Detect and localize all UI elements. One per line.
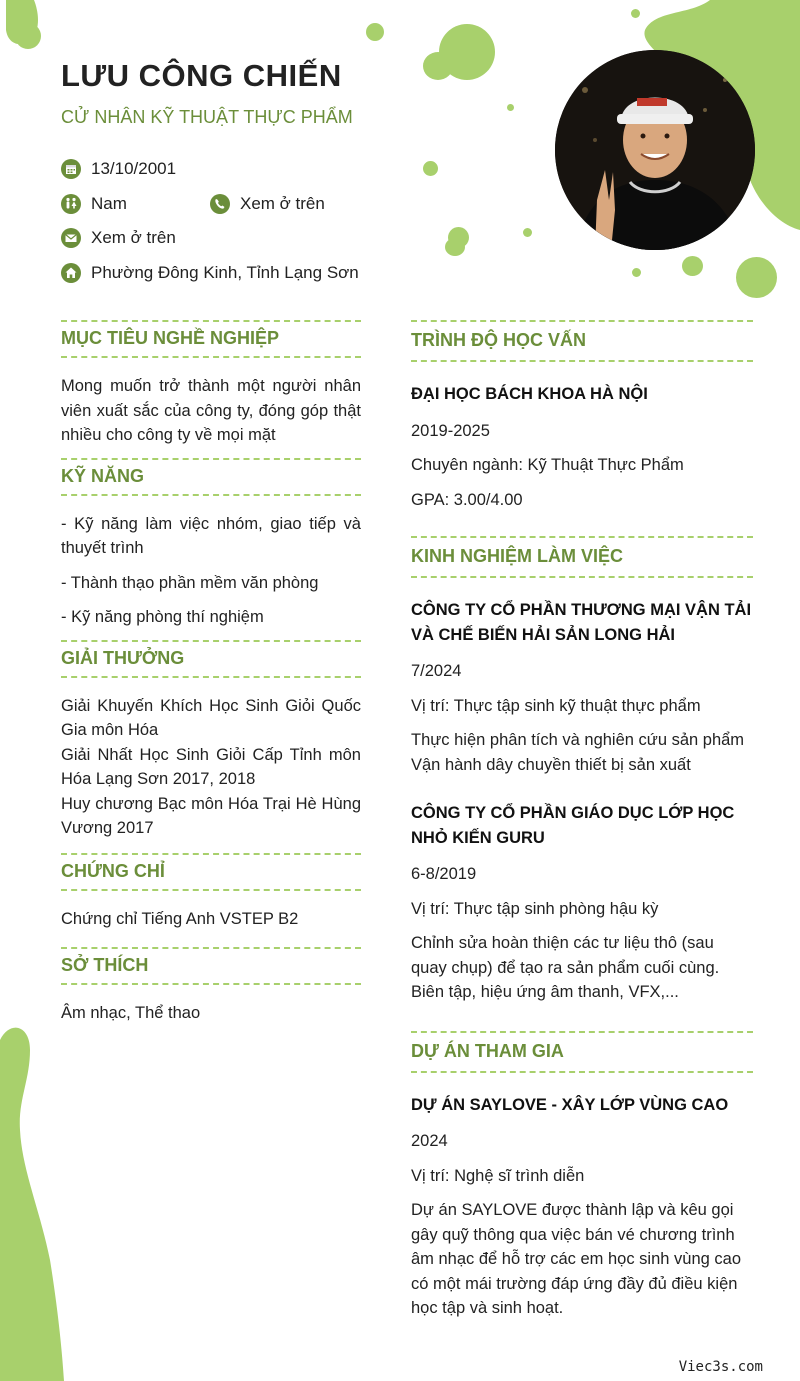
section-objective [61,320,361,448]
email-value: Xem ở trên [91,228,176,247]
job-position: Vị trí: Thực tập sinh phòng hậu kỳ [411,899,659,918]
project-name: DỰ ÁN SAYLOVE - XÂY LỚP VÙNG CAO [411,1095,729,1114]
section-experience [411,536,753,1005]
avatar [555,50,755,250]
project-position: Vị trí: Nghệ sĩ trình diễn [411,1166,585,1185]
section-heading: CHỨNG CHỈ [61,853,361,891]
left-column [61,320,361,1036]
candidate-title: CỬ NHÂN KỸ THUẬT THỰC PHẨM [61,107,353,127]
school-name: ĐẠI HỌC BÁCH KHOA HÀ NỘI [411,385,648,403]
section-skills [61,458,361,630]
decor-dot [736,257,777,298]
section-certificates [61,853,361,932]
section-education [411,320,753,512]
education-gpa: GPA: 3.00/4.00 [411,490,523,509]
section-heading: SỞ THÍCH [61,947,361,985]
award-item: Huy chương Bạc môn Hóa Trại Hè Hùng Vương 2017 [61,794,361,837]
decor-dot [423,52,453,80]
gender-icon [61,194,81,214]
decor-dot [631,9,640,18]
job-desc: Thực hiện phân tích và nghiên cứu sản phẩm [411,731,745,749]
decor-dot [507,104,514,111]
section-heading: KỸ NĂNG [61,458,361,496]
skill-item: - Thành thạo phần mềm văn phòng [61,573,319,592]
home-icon [61,263,81,283]
job-time: 6-8/2019 [411,865,477,883]
birthday-value: 13/10/2001 [91,159,177,178]
right-column [411,320,753,1321]
job-time: 7/2024 [411,662,462,680]
decor-top-left-blob [0,0,60,60]
contact-gender [61,194,127,214]
section-awards [61,640,361,841]
project-desc: Dự án SAYLOVE được thành lập và kêu gọi gây quỹ thông qua việc bán vé chương trình âm nhạc để hỗ trợ các em học sinh vùng cao có một mái trường đáp ứng đầy đủ điều kiện học tập và sinh hoạt. [411,1201,741,1317]
skill-item: - Kỹ năng phòng thí nghiệm [61,608,264,626]
decor-dot [632,268,641,277]
contact-phone [210,194,325,214]
phone-value: Xem ở trên [240,194,325,213]
contact-address [61,263,359,283]
skill-item: - Kỹ năng làm việc nhóm, giao tiếp và thuyết trình [61,514,361,557]
decor-dot [523,228,532,237]
job-item [411,801,753,1005]
certificate-item: Chứng chỉ Tiếng Anh VSTEP B2 [61,909,299,928]
job-desc: Chỉnh sửa hoàn thiện các tư liệu thô (sau quay chụp) để tạo ra sản phẩm cuối cùng. [411,934,720,977]
footer-brand: Viec3s.com [678,1359,763,1375]
section-heading: DỰ ÁN THAM GIA [411,1031,753,1073]
phone-icon [210,194,230,214]
section-heading: TRÌNH ĐỘ HỌC VẤN [411,320,753,362]
decor-dot [423,161,438,176]
section-hobbies [61,947,361,1026]
section-projects [411,1031,753,1321]
avatar-photo [555,50,755,250]
contact-birthday [61,159,176,179]
calendar-icon [61,159,81,179]
decor-dot [445,238,465,256]
objective-text: Mong muốn trở thành một người nhân viên xuất sắc của công ty, đóng góp thật nhiều cho công ty về mọi mặt [61,377,361,444]
decor-dot [682,256,703,276]
candidate-name: LƯU CÔNG CHIẾN [61,58,342,93]
job-desc: Vận hành dây chuyền thiết bị sản xuất [411,755,691,774]
hobbies-text: Âm nhạc, Thể thao [61,1004,201,1022]
decor-bottom-left-blob [0,1020,80,1381]
contact-email [61,228,176,248]
decor-dot [366,23,384,41]
job-desc: Biên tập, hiệu ứng âm thanh, VFX,... [411,983,679,1001]
project-time: 2024 [411,1132,448,1150]
education-period: 2019-2025 [411,421,490,440]
section-heading: MỤC TIÊU NGHỀ NGHIỆP [61,320,361,358]
job-position: Vị trí: Thực tập sinh kỹ thuật thực phẩm [411,696,701,715]
job-item [411,598,753,777]
section-heading: KINH NGHIỆM LÀM VIỆC [411,536,753,578]
award-item: Giải Nhất Học Sinh Giỏi Cấp Tỉnh môn Hóa Lạng Sơn 2017, 2018 [61,745,361,788]
job-company: CÔNG TY CỔ PHẦN THƯƠNG MẠI VẬN TẢI VÀ CHẾ BIẾN HẢI SẢN LONG HẢI [411,601,752,644]
section-heading: GIẢI THƯỞNG [61,640,361,678]
gender-value: Nam [91,194,127,213]
education-major: Chuyên ngành: Kỹ Thuật Thực Phẩm [411,456,684,474]
email-icon [61,228,81,248]
address-value: Phường Đông Kinh, Tỉnh Lạng Sơn [91,263,359,282]
job-company: CÔNG TY CỔ PHẦN GIÁO DỤC LỚP HỌC NHỎ KIẾN GURU [411,804,735,847]
award-item: Giải Khuyến Khích Học Sinh Giỏi Quốc Gia môn Hóa [61,696,361,739]
